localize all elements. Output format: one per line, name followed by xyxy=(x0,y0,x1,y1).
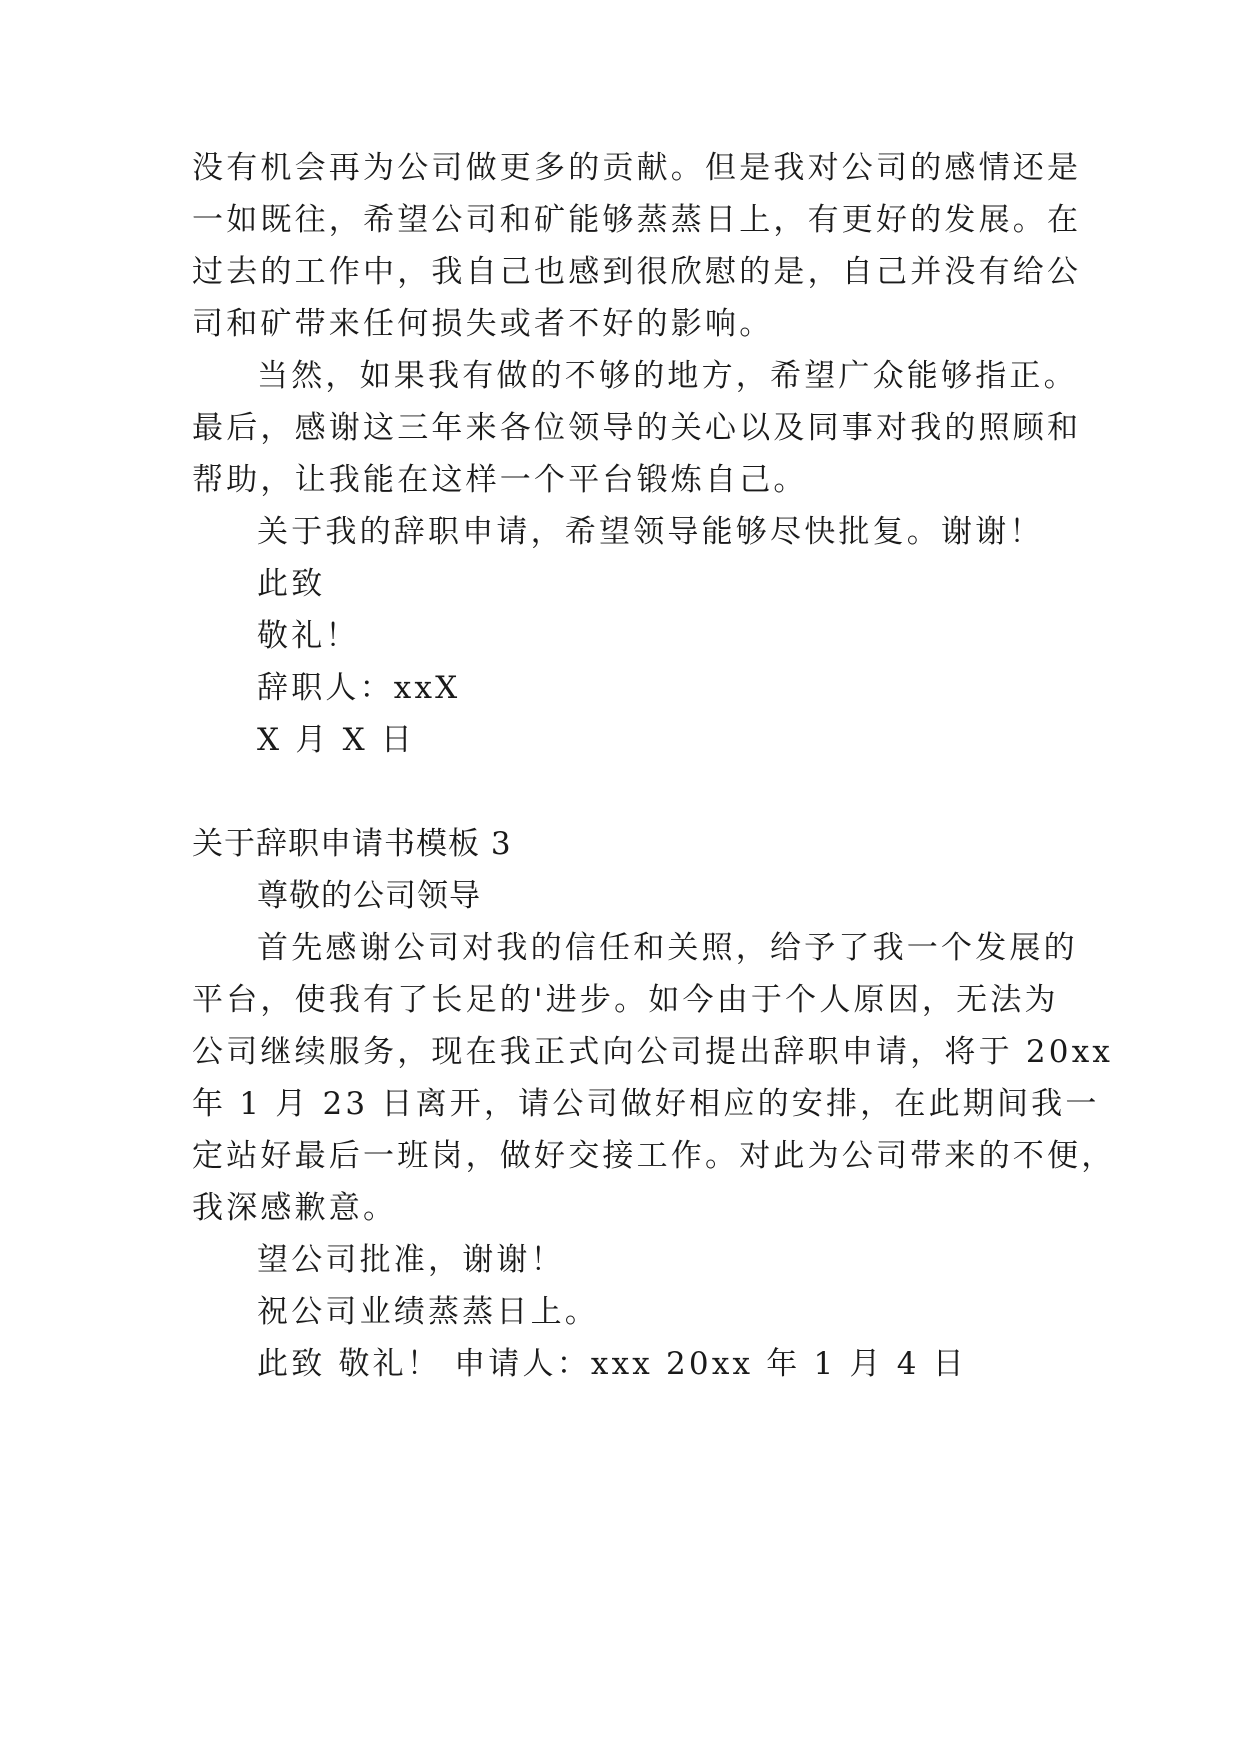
request-line: 关于我的辞职申请，希望领导能够尽快批复。谢谢！ xyxy=(257,514,1044,550)
paragraph-line: 一如既往，希望公司和矿能够蒸蒸日上，有更好的发展。在 xyxy=(192,202,1082,238)
paragraph-line: 定站好最后一班岗，做好交接工作。对此为公司带来的不便， xyxy=(192,1138,1116,1174)
approval-line: 望公司批准，谢谢！ xyxy=(257,1242,565,1278)
paragraph-line: 首先感谢公司对我的信任和关照，给予了我一个发展的 xyxy=(257,930,1078,966)
paragraph-line: 我深感歉意。 xyxy=(192,1190,398,1226)
paragraph-line: 最后，感谢这三年来各位领导的关心以及同事对我的照顾和 xyxy=(192,410,1082,446)
paragraph-line: 年 1 月 23 日离开，请公司做好相应的安排，在此期间我一 xyxy=(192,1086,1100,1122)
signer-line: 辞职人：xxX xyxy=(257,670,461,706)
salutation: 尊敬的公司领导 xyxy=(257,878,481,914)
date-line: X 月 X 日 xyxy=(257,722,416,758)
paragraph-line: 平台，使我有了长足的'进步。如今由于个人原因，无法为 xyxy=(192,982,1059,1018)
section-title: 关于辞职申请书模板 3 xyxy=(192,826,512,862)
wish-line: 祝公司业绩蒸蒸日上。 xyxy=(257,1294,599,1330)
paragraph-line: 公司继续服务，现在我正式向公司提出辞职申请，将于 20xx xyxy=(192,1034,1114,1070)
signoff-line: 此致 敬礼！ 申请人：xxx 20xx 年 1 月 4 日 xyxy=(257,1346,967,1382)
paragraph-line: 过去的工作中，我自己也感到很欣慰的是，自己并没有给公 xyxy=(192,254,1082,290)
closing-line: 此致 xyxy=(257,566,326,602)
closing-salute: 敬礼！ xyxy=(257,618,360,654)
paragraph-line: 当然，如果我有做的不够的地方，希望广众能够指正。 xyxy=(257,358,1078,394)
paragraph-line: 没有机会再为公司做更多的贡献。但是我对公司的感情还是 xyxy=(192,150,1082,186)
paragraph-line: 帮助，让我能在这样一个平台锻炼自己。 xyxy=(192,462,808,498)
paragraph-line: 司和矿带来任何损失或者不好的影响。 xyxy=(192,306,774,342)
